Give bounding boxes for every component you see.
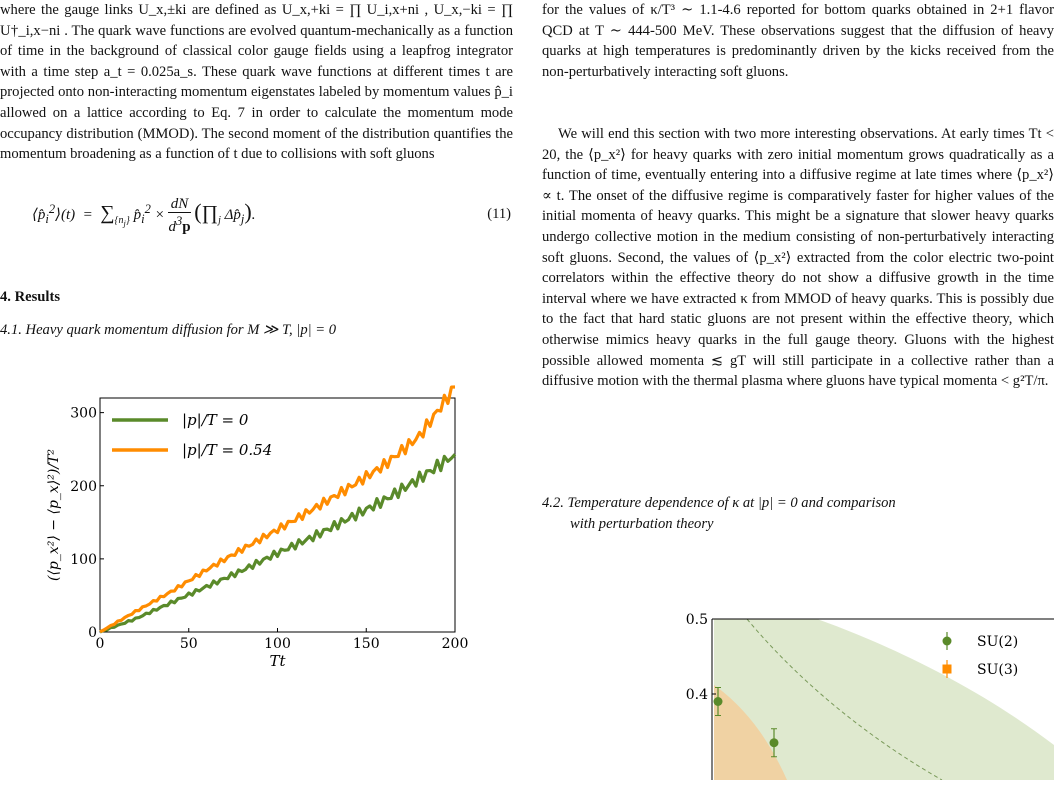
right-paragraph-2-text: We will end this section with two more interesting observations. At early times Tt < 20, the ⟨p_x²⟩ for heavy quarks with zero initial momentum grows quadratically as a function of time, eventually entering into a diffusive regime at late times where ⟨p_x²⟩ ∝ t. The onset of the diffusive regime is comparatively faster for higher values of the initial momenta of heavy quarks. This might be a signature that slower heavy quarks undergo collective motion in the medium consisting of non-perturbatively interacting soft gluons. Second, the values of ⟨p_x²⟩ extracted from the color electric two-point correlators within the effective theory do not show a diffusive growth in the time interval where we have extracted κ from MMOD of heavy quarks. This is possibly due to the fact that hard static gluons are not present within the effective theory, which otherwise mimics heavy quarks in the full gauge theory. Gluons with the highest possible allowed momenta ≲ gT will still participate in a collective rather than a diffusive motion with the thermal plasma where gluons have typical momenta < g²T/π. [542,126,1054,390]
legend-label: |p|/T = 0 [182,411,249,429]
y-axis-label: (⟨p_x²⟩ − ⟨p_x⟩²)/T² [46,448,62,582]
right-paragraph-1 [542,0,1054,82]
subsection-heading-4-2-line1: 4.2. Temperature dependence of κ at |p| = 0 and comparison [542,495,896,511]
subsection-heading-4-2-line2: with perturbation theory [570,516,714,532]
right-paragraph-1-text: for the values of κ/T³ ∼ 1.1-4.6 reported for bottom quarks obtained in 2+1 flavor QCD at T ∼ 444-500 MeV. These observations suggest that the diffusion of heavy quarks at high temperatures is predominantly driven by the kicks received from the non-perturbatively interacting soft gluons. [542,2,1054,80]
data-point [770,738,779,747]
y-tick-label: 300 [70,405,97,422]
series-line [100,387,455,632]
series-line [100,454,455,632]
x-tick-label: 150 [352,636,380,652]
left-paragraph-1-text: where the gauge links U_x,±ki are defined as U_x,+ki = ∏ U_i,x+ni , U_x,−ki = ∏ U†_i,x−ni . The quark wave functions are evolved quantum-mechanically as a function of time in the background of classical color gauge fields using a leapfrog integrator with a time step a_t = 0.025a_s. These quark wave functions at different times t are projected onto non-interacting momentum eigenstates labeled by momentum values p̂_i allowed on a lattice according to Eq. 7 in order to calculate the momentum mode occupancy distribution (MMOD). The second moment of the distribution quantifies the momentum broadening as a function of t due to collisions with soft gluons [0,2,513,163]
momentum-broadening-chart [0,380,513,787]
x-tick-label: 50 [179,636,198,652]
subsection-heading-4-1: 4.1. Heavy quark momentum diffusion for M ≫ T, |p| = 0 [0,322,337,338]
left-paragraph-1 [0,0,513,165]
momentum-broadening-chart-svg [0,380,513,780]
section-heading: 4. Results [0,289,60,305]
y-tick-label: 0 [88,625,97,641]
legend-marker [943,637,952,646]
equation-number: (11) [487,206,511,222]
kappa-temperature-chart-svg [542,575,1054,780]
legend-marker [943,665,952,674]
y-tick-label: 100 [70,551,97,568]
data-point [714,697,723,706]
right-paragraph-2 [542,124,1054,392]
equation-11 [0,186,513,234]
x-tick-label: 200 [441,636,469,652]
plot-frame [100,398,455,632]
x-tick-label: 0 [95,636,105,652]
x-axis-label: Tt [269,652,286,670]
x-tick-label: 100 [264,636,291,652]
legend-label: SU(3) [977,662,1019,678]
y-tick-label: 0.5 [685,612,708,628]
kappa-temperature-chart [542,575,1054,787]
legend-label: |p|/T = 0.54 [182,441,273,459]
legend-label: SU(2) [977,634,1019,650]
y-tick-label: 0.4 [685,687,708,703]
equation-body: $⟨p̂_i^2⟩(t) = \sum_{\{n_j\}}$ $p̂_i^2$ × $\frac{dN}{d^3p}$ ($\prod_j$ $\Delta p̂_j$). [32,196,256,235]
y-tick-label: 200 [70,478,97,495]
